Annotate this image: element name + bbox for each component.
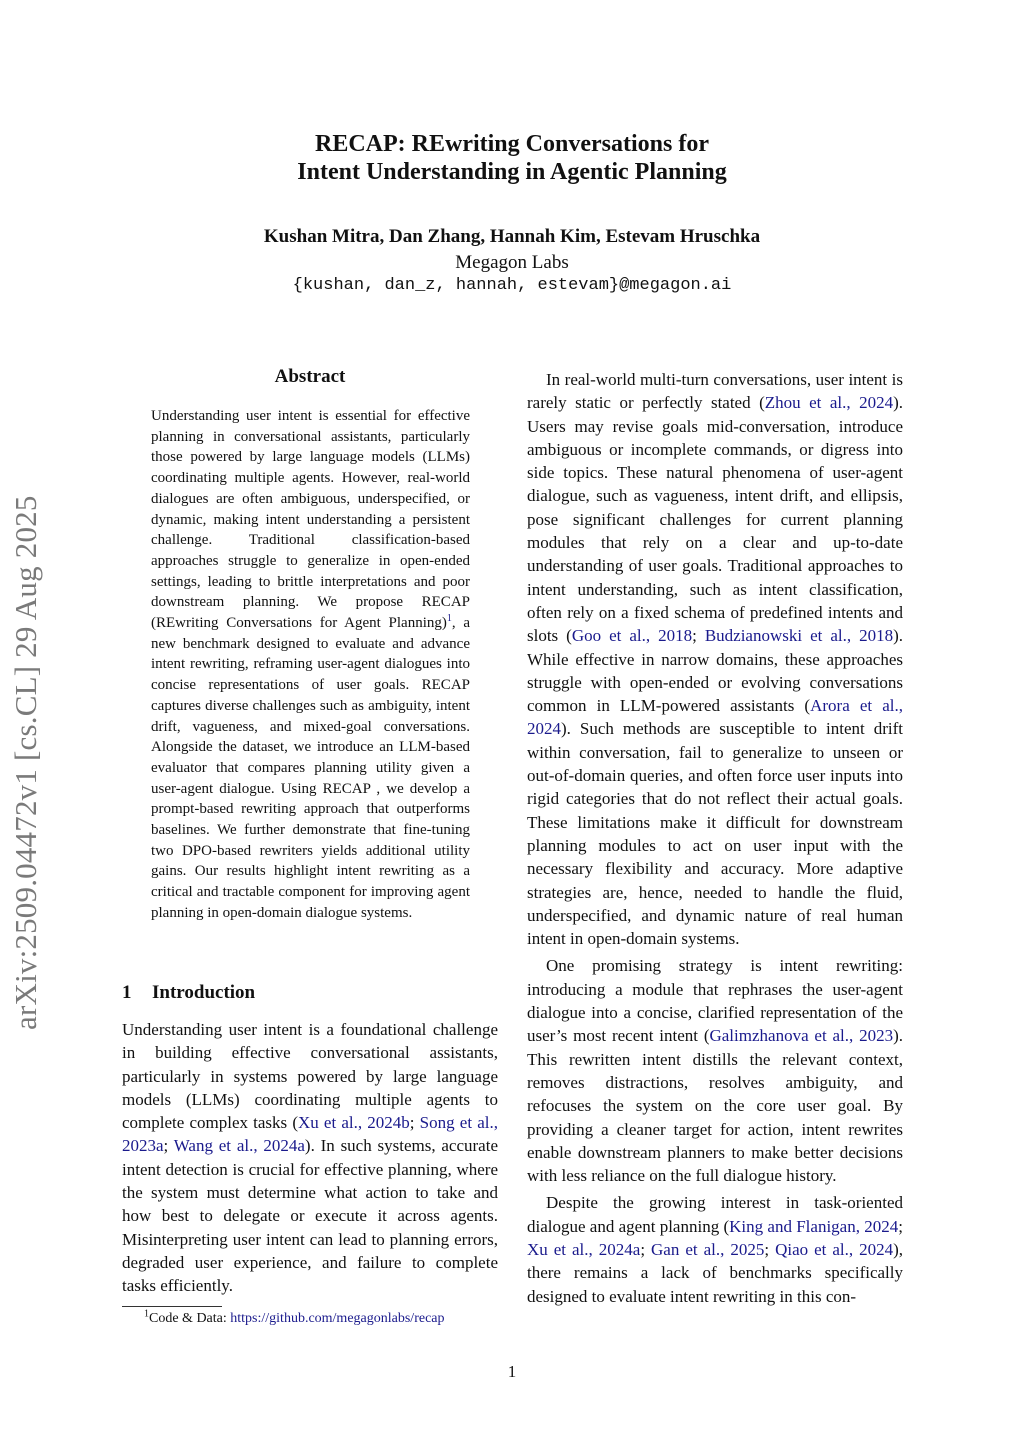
section-number: 1 — [122, 982, 132, 1003]
citation-link[interactable]: Goo et al., 2018 — [571, 626, 693, 646]
footnote — [122, 1310, 502, 1328]
author-emails: {kushan, dan_z, hannah, estevam}@megagon.ai — [292, 276, 732, 295]
abstract-text-part-1: Understanding user intent is essential for effective planning in conversational assistants, particularly those powered by large language models (LLMs) coordinating multiple agents. However, real-world dialogues are often ambiguous, underspecified, or dynamic, making intent understanding a persistent challenge. Traditional classification-based approaches struggle to generalize in open-ended settings, leading to brittle interpretations and poor downstream planning. We propose RECAP (REwriting Conversations for Agent Planning) — [151, 408, 470, 632]
citation-link[interactable]: Zhou et al., 2024 — [764, 393, 894, 413]
citation-link[interactable]: Wang et al., 2024a — [173, 1136, 305, 1156]
intro-paragraph-3 — [527, 954, 903, 1187]
intro-paragraph-1 — [122, 1018, 498, 1298]
paper-title — [0, 130, 1024, 186]
paragraph-text: ). This rewritten intent distills the relevant context, removes distractions, resolves ambiguity, and refocuses the system on the core user goal. By providing a cleaner target for action, intent rewrites enable downstream planners to make better decisions with less reliance on the full dialogue history. — [527, 1026, 903, 1186]
citation-link[interactable]: Budzianowski et al., 2018 — [704, 626, 894, 646]
paragraph-text: ). Such methods are susceptible to intent drift within conversation, fail to generalize to unseen or out-of-domain queries, and often force user inputs into rigid categories that do not reflect their actual goals. These limitations make it difficult for downstream planning modules to act on user input with the necessary flexibility and accuracy. More adaptive strategies are, hence, needed to handle the fluid, underspecified, and dynamic nature of real human intent in open-domain systems. — [527, 719, 903, 949]
code-data-link[interactable]: https://github.com/megagonlabs/recap — [230, 1311, 445, 1326]
citation-link[interactable]: Song et al., 2023a — [122, 1113, 498, 1156]
citation-separator: ; — [764, 1239, 776, 1259]
right-column — [527, 368, 903, 1308]
citation-link[interactable]: Qiao et al., 2024 — [775, 1239, 894, 1259]
abstract-text-part-2: , a new benchmark designed to evaluate and advance intent rewriting, reframing user-agent dialogues into concise representations of user goals. RECAP captures diverse challenges such as ambiguity, intent drift, vagueness, and mixed-goal conversations. Alongside the dataset, we introduce an LLM-based evaluator that compares planning utility given a user-agent dialogue. Using RECAP , we develop a prompt-based rewriting approach that outperforms baselines. We further demonstrate that fine-tuning two DPO-based rewriters yields additional utility gains. Our results highlight intent rewriting as a critical and tractable component for improving agent planning in open-domain dialogue systems. — [151, 615, 470, 921]
citation-link[interactable]: Xu et al., 2024a — [527, 1239, 641, 1259]
citation-separator: ; — [692, 626, 705, 646]
section-heading-introduction — [122, 982, 255, 1004]
footnote-label: Code & Data: — [149, 1311, 231, 1326]
citation-separator: ; — [409, 1113, 420, 1133]
paragraph-text: In real-world multi-turn conversations, user intent is rarely static or perfectly stated ( — [527, 370, 903, 413]
citation-link[interactable]: Xu et al., 2024b — [297, 1113, 410, 1133]
paragraph-text: Understanding user intent is a foundational challenge in building effective conversational assistants, particularly in systems powered by large language models (LLMs) coordinating multiple agents to complete complex tasks ( — [122, 1020, 498, 1133]
affiliation: Megagon Labs — [455, 252, 569, 273]
footnote-divider — [122, 1306, 222, 1307]
footnote-reference[interactable]: 1 — [446, 613, 452, 625]
citation-separator: ; — [640, 1239, 652, 1259]
footnote-mark: 1 — [144, 1308, 149, 1320]
page-number: 1 — [507, 1362, 517, 1381]
paragraph-text: ), there remains a lack of benchmarks specifically designed to evaluate intent rewriting in this con- — [527, 1239, 904, 1306]
paragraph-text: ). In such systems, accurate intent detection is crucial for effective planning, where the system must determine what action to take and how best to delegate or execute it across agents. Misinterpreting user intent can lead to planning errors, degraded user experience, and failure to complete tasks efficiently. — [122, 1136, 498, 1296]
intro-paragraph-4 — [527, 1191, 903, 1307]
paragraph-text: ). Users may revise goals mid-conversation, introduce ambiguous or incomplete commands, or digress into side topics. These natural phenomena of user-agent dialogue, such as vagueness, intent drift, and ellipsis, pose significant challenges for current planning modules that rely on a clear and up-to-date understanding of user goals. Traditional approaches to intent understanding, such as intent classification, often rely on a fixed schema of predefined intents and slots ( — [527, 393, 903, 646]
paragraph-text: ). While effective in narrow domains, these approaches struggle with open-ended or evolving conversations common in LLM-powered assistants ( — [527, 626, 903, 716]
abstract-heading: Abstract — [274, 366, 346, 387]
citation-link[interactable]: Gan et al., 2025 — [651, 1239, 765, 1259]
citation-link[interactable]: Galimzhanova et al., 2023 — [709, 1026, 894, 1046]
citation-link[interactable]: King and Flanigan, 2024 — [729, 1216, 899, 1236]
intro-paragraph-2 — [527, 368, 903, 950]
citation-separator: ; — [898, 1216, 903, 1236]
paragraph-text: One promising strategy is intent rewriting: introducing a module that rephrases the user-agent dialogue into a concise, clarified representation of the user’s most recent intent ( — [527, 956, 903, 1046]
paragraph-text: Despite the growing interest in task-oriented dialogue and agent planning ( — [527, 1193, 903, 1236]
title-line-1: RECAP: REwriting Conversations for — [315, 131, 709, 157]
citation-separator: ; — [163, 1136, 174, 1156]
citation-link[interactable]: Arora et al., 2024 — [527, 696, 903, 739]
abstract-body — [151, 406, 470, 924]
author-list: Kushan Mitra, Dan Zhang, Hannah Kim, Estevam Hruschka — [263, 226, 761, 247]
section-title: Introduction — [152, 982, 256, 1003]
title-line-2: Intent Understanding in Agentic Planning — [297, 159, 727, 185]
arxiv-identifier-stamp: arXiv:2509.04472v1 [cs.CL] 29 Aug 2025 — [8, 495, 43, 1030]
